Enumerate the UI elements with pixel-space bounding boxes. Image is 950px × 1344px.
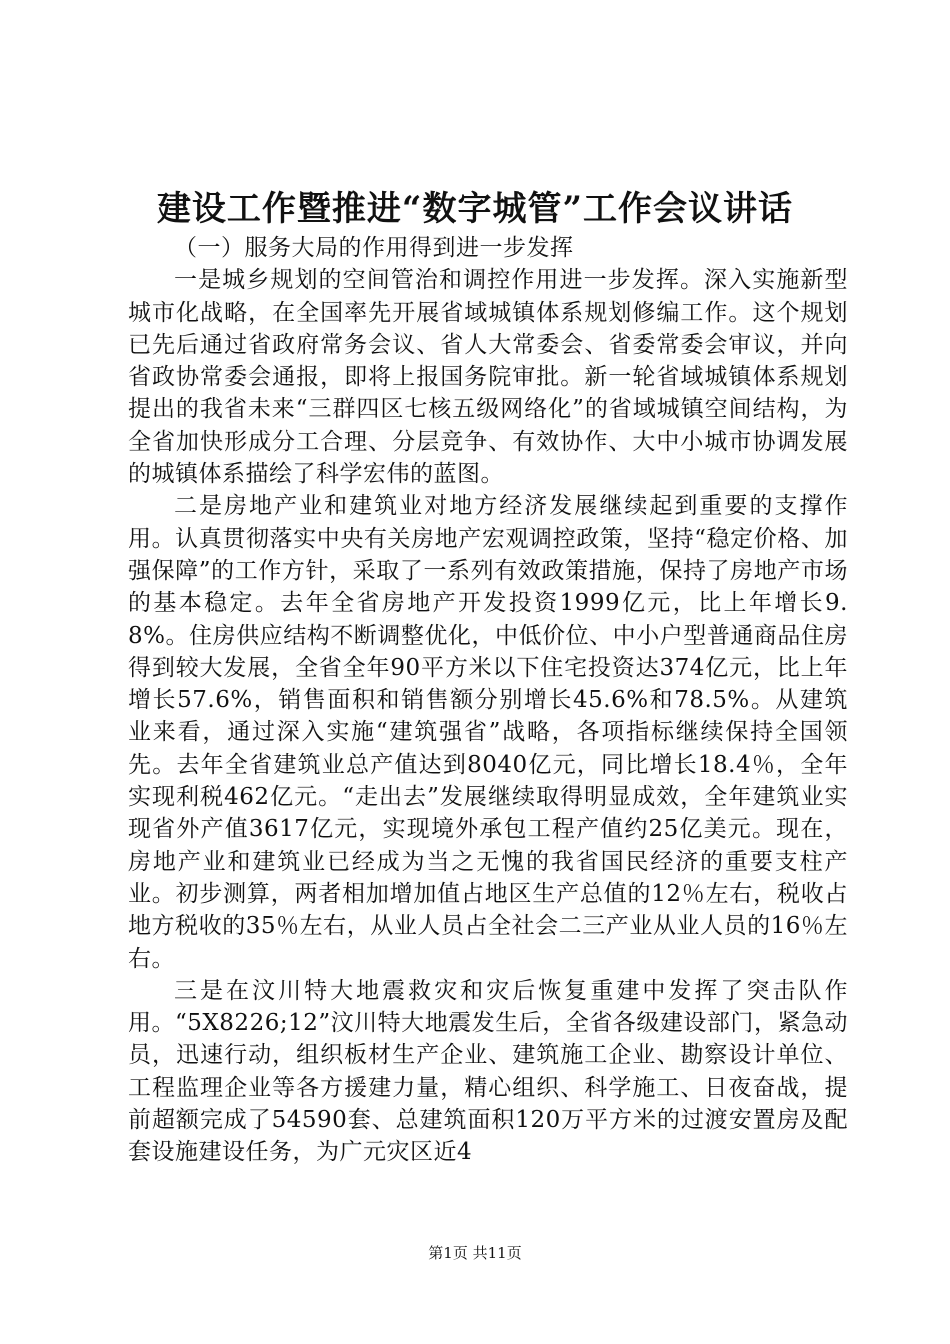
document-title: 建设工作暨推进“数字城管”工作会议讲话 (156, 189, 794, 229)
paragraph-earthquake-relief: 三是在汶川特大地震救灾和灾后恢复重建中发挥了突击队作用。“5X8226;12”汶川特大地震发生后，全省各级建设部门，紧急动员，迅速行动，组织板材生产企业、建筑施工企业、勘察设计单位、工程监理企业等各方援建力量，精心组织、科学施工、日夜奋战，提前超额完成了54590套、总建筑面积120万平方米的过渡安置房及配套设施建设任务，为广元灾区近4 (128, 977, 848, 1166)
document-body (128, 232, 848, 1169)
paragraph-real-estate-construction: 二是房地产业和建筑业对地方经济发展继续起到重要的支撑作用。认真贯彻落实中央有关房地产宏观调控政策，坚持“稳定价格、加强保障”的工作方针，采取了一系列有效政策措施，保持了房地产市场的基本稳定。去年全省房地产开发投资1999亿元，比上年增长9.8%。住房供应结构不断调整优化，中低价位、中小户型普通商品住房得到较大发展，全省全年90平方米以下住宅投资达374亿元，比上年增长57.6%，销售面积和销售额分别增长45.6%和78.5%。从建筑业来看，通过深入实施“建筑强省”战略，各项指标继续保持全国领先。去年全省建筑业总产值达到8040亿元，同比增长18.4％，全年实现利税462亿元。“走出去”发展继续取得明显成效，全年建筑业实现省外产值3617亿元，实现境外承包工程产值约25亿美元。现在，房地产业和建筑业已经成为当之无愧的我省国民经济的重要支柱产业。初步测算，两者相加增加值占地区生产总值的12％左右，税收占地方税收的35％左右，从业人员占全社会二三产业从业人员的16％左右。 (128, 493, 848, 972)
section-heading: （一）服务大局的作用得到进一步发挥 (174, 235, 574, 261)
paragraph-urban-planning: 一是城乡规划的空间管治和调控作用进一步发挥。深入实施新型城市化战略，在全国率先开展省域城镇体系规划修编工作。这个规划已先后通过省政府常务会议、省人大常委会、省委常委会审议，并向省政协常委会通报，即将上报国务院审批。新一轮省域城镇体系规划提出的我省未来“三群四区七核五级网络化”的省域城镇空间结构，为全省加快形成分工合理、分层竞争、有效协作、大中小城市协调发展的城镇体系描绘了科学宏伟的蓝图。 (128, 267, 848, 488)
page-number: 第1页 共11页 (428, 1244, 522, 1262)
